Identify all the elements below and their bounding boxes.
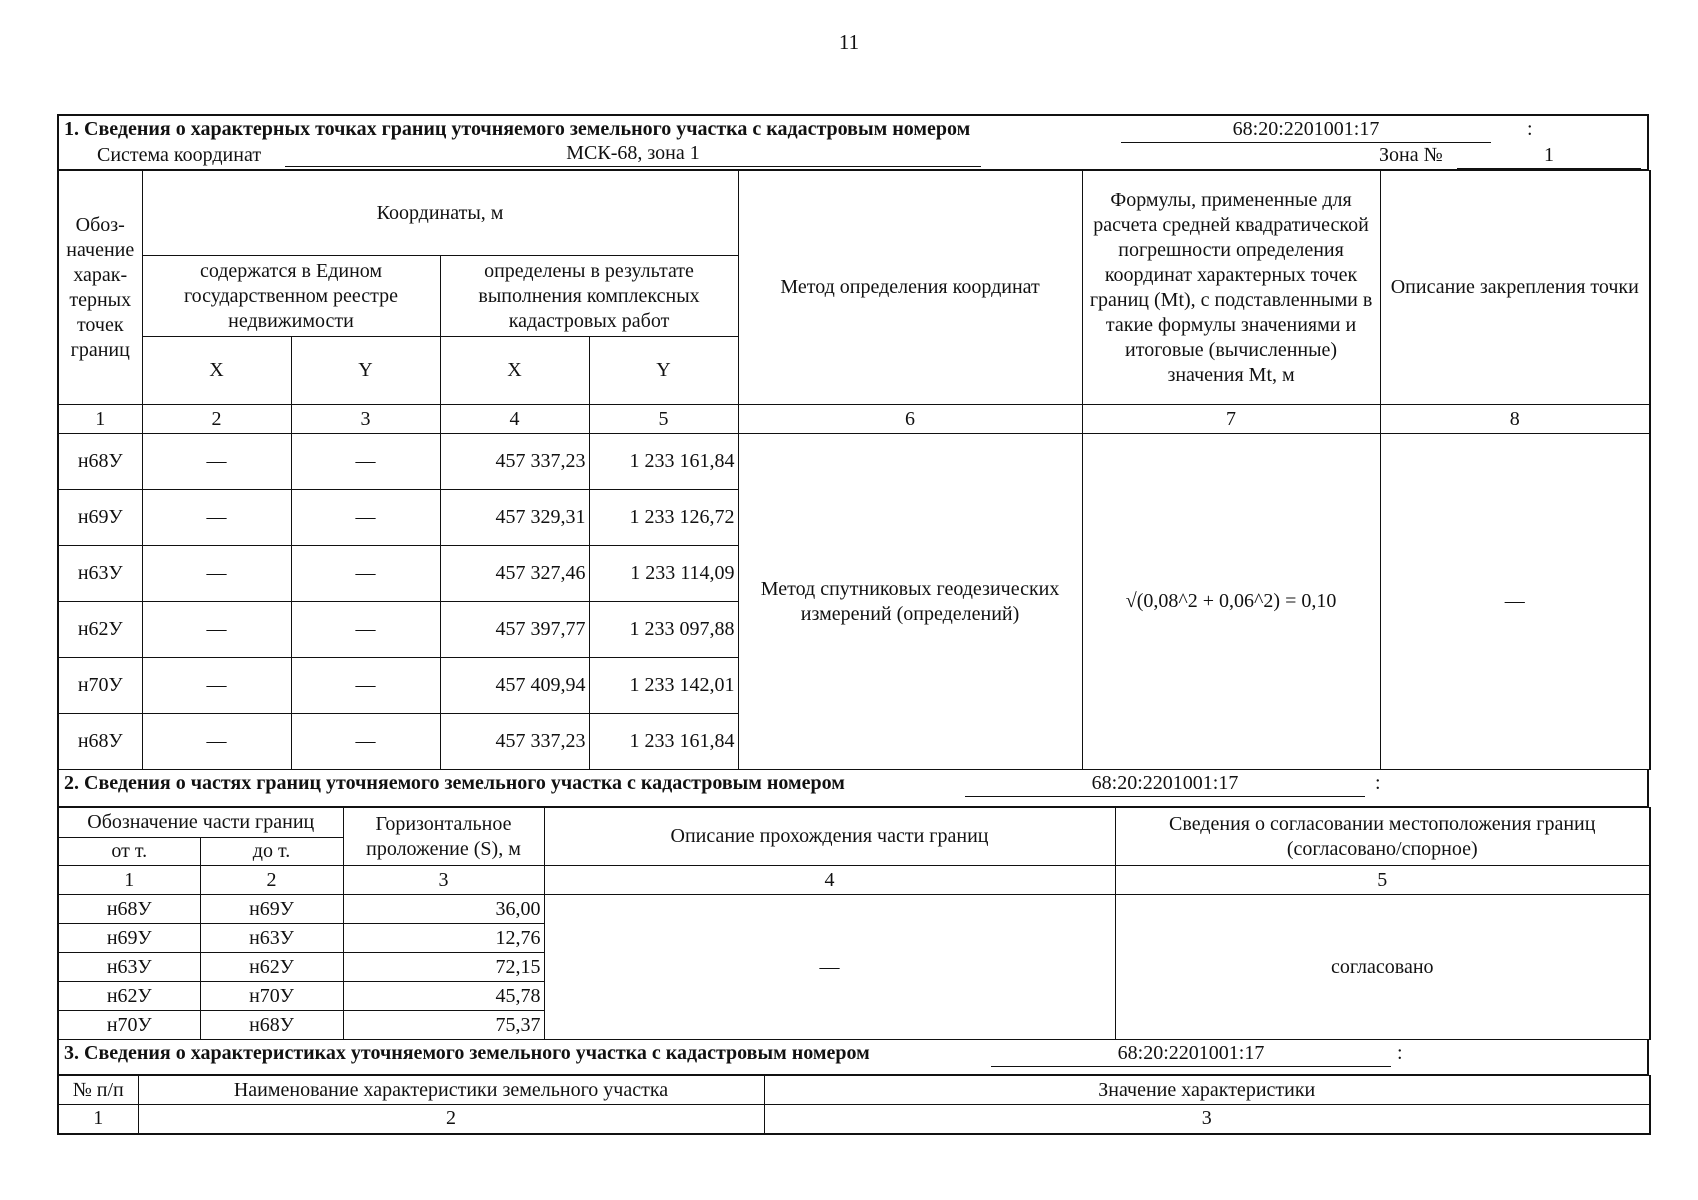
table-row xyxy=(58,434,1650,490)
x-value: 457 329,31 xyxy=(440,490,589,546)
col-number: 2 xyxy=(200,866,343,895)
to-point: н62У xyxy=(200,953,343,982)
y-value: 1 233 161,84 xyxy=(589,714,738,770)
col-number: 7 xyxy=(1082,405,1380,434)
header-cadastral-works: определены в результате выполнения комплексных кадастровых работ xyxy=(440,256,738,337)
agreement-value: согласовано xyxy=(1115,895,1650,1040)
section3-header xyxy=(57,1040,1649,1075)
y-value: 1 233 114,09 xyxy=(589,546,738,602)
section2-colon: : xyxy=(1375,772,1381,794)
horizontal-value: 36,00 xyxy=(343,895,544,924)
x-value: 457 337,23 xyxy=(440,434,589,490)
from-point: н62У xyxy=(58,982,200,1011)
section3-title: 3. Сведения о характеристиках уточняемого земельного участка с кадастровым номером xyxy=(64,1042,870,1064)
parts-table xyxy=(57,807,1651,1040)
x-value: 457 409,94 xyxy=(440,658,589,714)
horizontal-value: 75,37 xyxy=(343,1011,544,1040)
y-value: 1 233 161,84 xyxy=(589,434,738,490)
header-description: Описание прохождения части границ xyxy=(544,808,1115,866)
zone-label: Зона № xyxy=(1379,144,1443,166)
col-number: 4 xyxy=(440,405,589,434)
col-number: 5 xyxy=(589,405,738,434)
col-number: 1 xyxy=(58,866,200,895)
header-x: X xyxy=(440,337,589,405)
header-egrn: содержатся в Едином государственном реестре недвижимости xyxy=(142,256,440,337)
section3-colon: : xyxy=(1397,1042,1403,1064)
coord-system-value: МСК-68, зона 1 xyxy=(285,142,981,167)
table-row xyxy=(58,895,1650,924)
section1-header xyxy=(57,114,1649,170)
header-coordinates: Координаты, м xyxy=(142,171,738,256)
from-point: н70У xyxy=(58,1011,200,1040)
point-name: н63У xyxy=(58,546,142,602)
section3-cadastral-number: 68:20:2201001:17 xyxy=(991,1042,1391,1067)
header-horizontal: Горизонтальное проложение (S), м xyxy=(343,808,544,866)
header-formulas: Формулы, примененные для расчета средней квадратической погрешности определения координат характерных точек границ (Mt), с подставленными в такие формулы значениями и итоговые (вычисленные) значения Mt, м xyxy=(1082,171,1380,405)
y-value: 1 233 126,72 xyxy=(589,490,738,546)
header-fixing: Описание закрепления точки xyxy=(1380,171,1650,405)
header-agreement: Сведения о согласовании местоположения границ (согласовано/спорное) xyxy=(1115,808,1650,866)
x-egrn: — xyxy=(142,434,291,490)
point-name: н68У xyxy=(58,714,142,770)
from-point: н63У xyxy=(58,953,200,982)
col-number: 2 xyxy=(142,405,291,434)
section2-title: 2. Сведения о частях границ уточняемого земельного участка с кадастровым номером xyxy=(64,772,845,794)
point-name: н68У xyxy=(58,434,142,490)
point-name: н69У xyxy=(58,490,142,546)
col-number: 3 xyxy=(343,866,544,895)
header-num: № п/п xyxy=(58,1076,138,1105)
to-point: н68У xyxy=(200,1011,343,1040)
from-point: н69У xyxy=(58,924,200,953)
section1-title: 1. Сведения о характерных точках границ уточняемого земельного участка с кадастровым номером xyxy=(64,118,971,140)
x-value: 457 397,77 xyxy=(440,602,589,658)
header-name: Наименование характеристики земельного участка xyxy=(138,1076,764,1105)
document xyxy=(57,114,1649,1135)
x-egrn: — xyxy=(142,602,291,658)
point-name: н70У xyxy=(58,658,142,714)
col-number: 2 xyxy=(138,1105,764,1134)
y-egrn: — xyxy=(291,658,440,714)
x-egrn: — xyxy=(142,490,291,546)
col-number: 1 xyxy=(58,1105,138,1134)
col-number: 3 xyxy=(291,405,440,434)
x-value: 457 337,23 xyxy=(440,714,589,770)
point-name: н62У xyxy=(58,602,142,658)
col-number: 3 xyxy=(764,1105,1650,1134)
header-point-designation: Обоз-начение харак-терных точек границ xyxy=(58,171,142,405)
header-y: Y xyxy=(589,337,738,405)
y-egrn: — xyxy=(291,602,440,658)
header-to: до т. xyxy=(200,838,343,866)
y-egrn: — xyxy=(291,546,440,602)
to-point: н70У xyxy=(200,982,343,1011)
y-egrn: — xyxy=(291,714,440,770)
header-method: Метод определения координат xyxy=(738,171,1082,405)
horizontal-value: 45,78 xyxy=(343,982,544,1011)
section1-cadastral-number: 68:20:2201001:17 xyxy=(1121,118,1491,143)
y-value: 1 233 142,01 xyxy=(589,658,738,714)
header-part-designation: Обозначение части границ xyxy=(58,808,343,838)
to-point: н69У xyxy=(200,895,343,924)
horizontal-value: 72,15 xyxy=(343,953,544,982)
section2-header xyxy=(57,770,1649,807)
section2-cadastral-number: 68:20:2201001:17 xyxy=(965,772,1365,797)
col-number: 6 xyxy=(738,405,1082,434)
horizontal-value: 12,76 xyxy=(343,924,544,953)
from-point: н68У xyxy=(58,895,200,924)
header-x-egrn: X xyxy=(142,337,291,405)
col-number: 5 xyxy=(1115,866,1650,895)
x-value: 457 327,46 xyxy=(440,546,589,602)
to-point: н63У xyxy=(200,924,343,953)
col-number: 8 xyxy=(1380,405,1650,434)
formula-value: √(0,08^2 + 0,06^2) = 0,10 xyxy=(1082,434,1380,770)
fixing-value: — xyxy=(1380,434,1650,770)
x-egrn: — xyxy=(142,546,291,602)
header-y-egrn: Y xyxy=(291,337,440,405)
x-egrn: — xyxy=(142,714,291,770)
page-number: 11 xyxy=(838,30,860,54)
x-egrn: — xyxy=(142,658,291,714)
points-table xyxy=(57,170,1651,770)
y-egrn: — xyxy=(291,434,440,490)
method-value: Метод спутниковых геодезических измерений (определений) xyxy=(738,434,1082,770)
col-number: 1 xyxy=(58,405,142,434)
section1-colon: : xyxy=(1527,118,1533,140)
col-number: 4 xyxy=(544,866,1115,895)
header-value: Значение характеристики xyxy=(764,1076,1650,1105)
y-egrn: — xyxy=(291,490,440,546)
header-from: от т. xyxy=(58,838,200,866)
y-value: 1 233 097,88 xyxy=(589,602,738,658)
description-value: — xyxy=(544,895,1115,1040)
coord-system-label: Система координат xyxy=(97,144,262,166)
characteristics-table xyxy=(57,1075,1651,1135)
zone-value: 1 xyxy=(1457,144,1641,169)
